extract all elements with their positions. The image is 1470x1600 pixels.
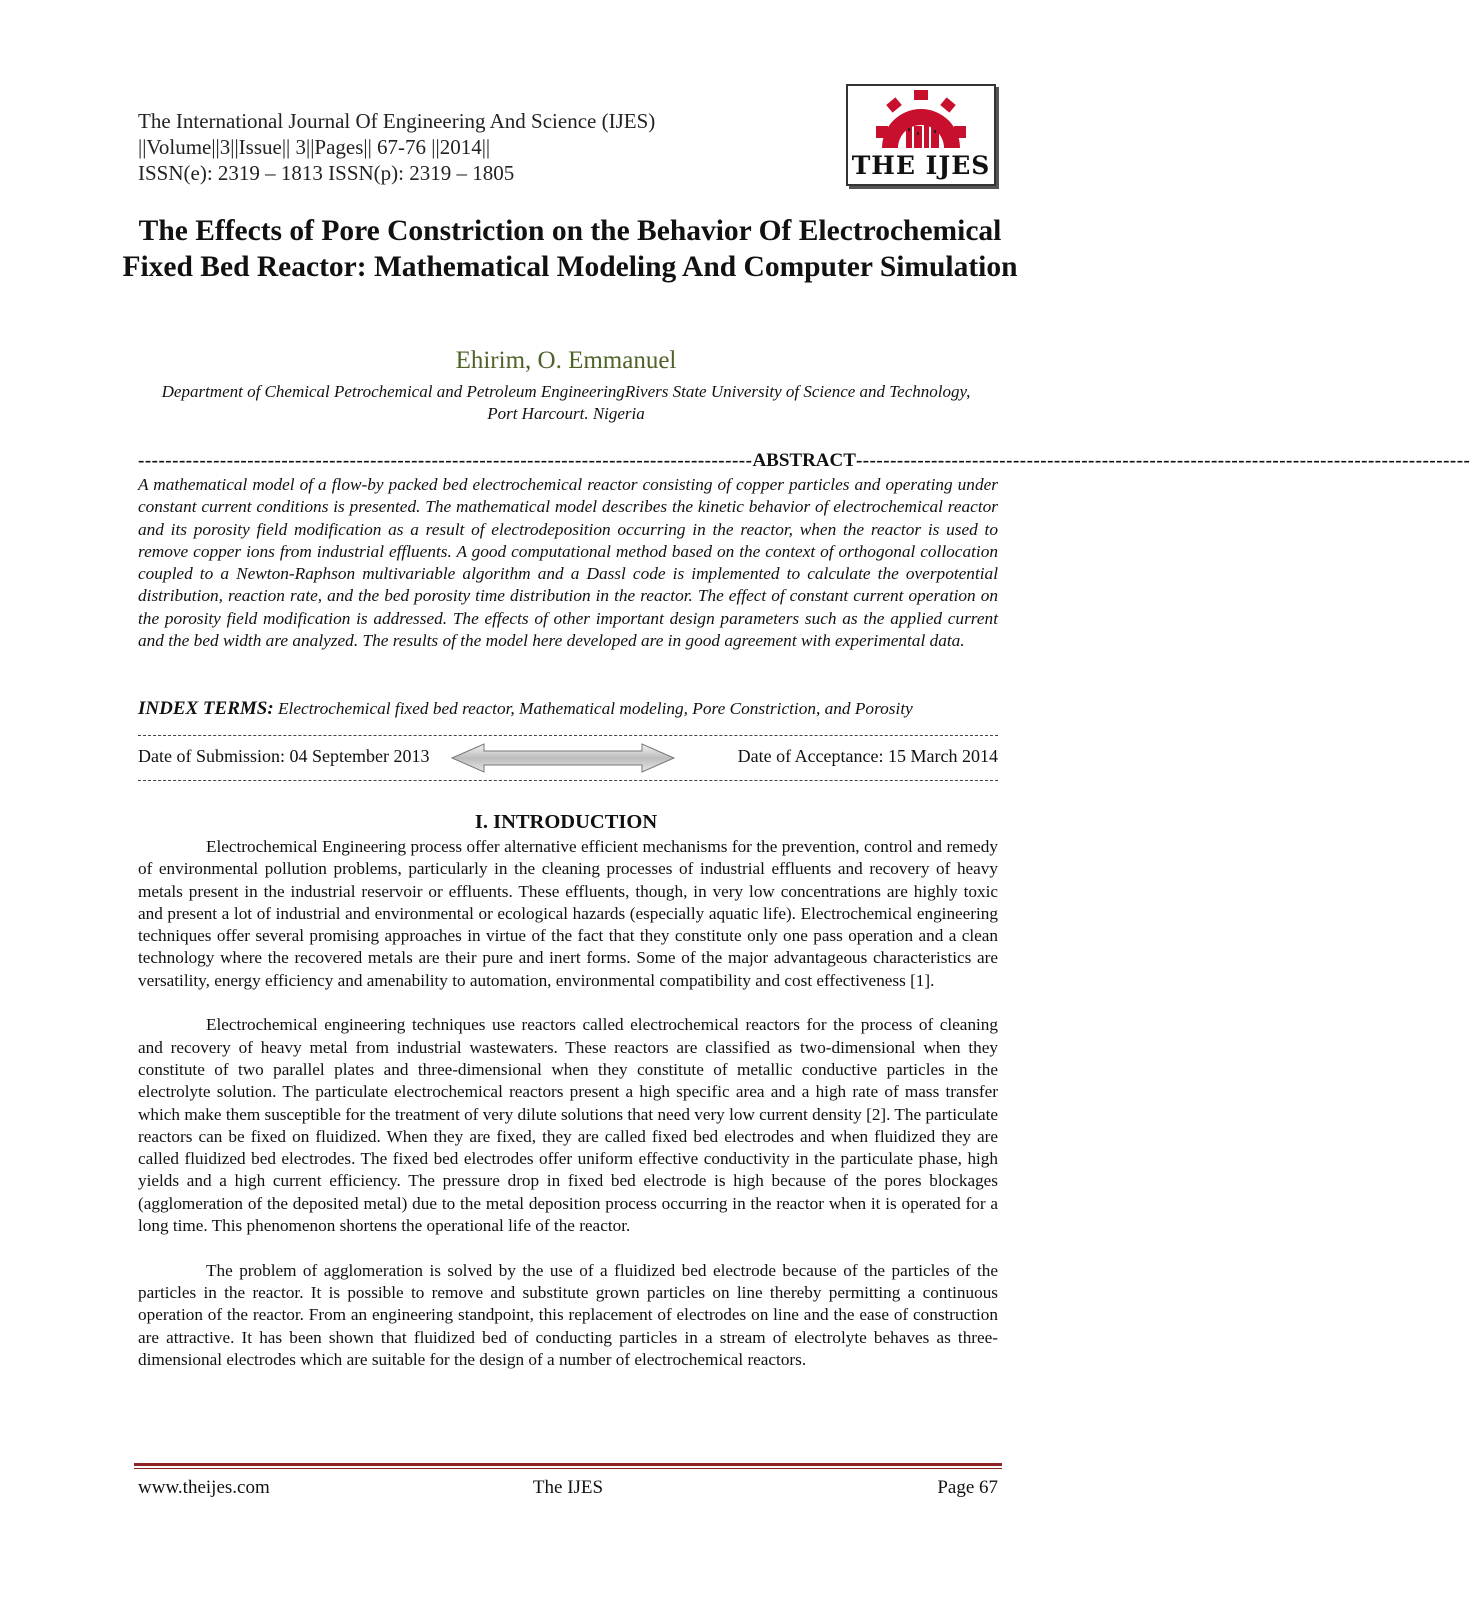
section-heading: I. INTRODUCTION [474,811,658,833]
journal-name: The International Journal Of Engineering And Science (IJES) [138,109,656,133]
paragraph: Electrochemical engineering techniques use reactors called electrochemical reactors for the process of cleaning and recovery of heavy metal from industrial wastewaters. These reactors are classified as two-dimensional when they constitute of two parallel plates and three-dimensional when they constitute of metallic conductive particles in the electrolyte solution. The particulate electrochemical reactors present a high specific area and a high rate of mass transfer which make them susceptible for the treatment of very dilute solutions that need very low current density [2]. The particulate reactors can be fixed on fluidized. When they are fixed, they are called fixed bed electrodes and when fluidized they are called fluidized bed electrodes. The fixed bed electrodes offer uniform effective conductivity in the particulate phase, high yields and a high current efficiency. The pressure drop in fixed bed electrode is high because of the pores blockages (agglomeration of the deposited metal) due to the metal deposition process occurring in the reactor when it is operated for a long time. This phenomenon shortens the operational life of the reactor. [138,1015,998,1236]
index-terms-text: Electrochemical fixed bed reactor, Mathematical modeling, Pore Constriction, and Porosity [278,699,913,718]
acceptance-date: Date of Acceptance: 15 March 2014 [737,746,998,766]
ijes-logo [846,84,996,186]
journal-issn: ISSN(e): 2319 – 1813 ISSN(p): 2319 – 1805 [138,161,515,185]
author-name: Ehirim, O. Emmanuel [455,347,677,374]
abstract-text: A mathematical model of a flow-by packed bed electrochemical reactor consisting of copper particles and operating under constant current conditions is presented. The mathematical model describes the kinetic behavior of electrochemical reactor and its porosity field modification as a result of electrodeposition occurring in the reactor, when the reactor is used to remove copper ions from industrial effluents. A good computational method based on the context of orthogonal collocation coupled to a Newton-Raphson multivariable algorithm and a Dassl code is implemented to calculate the overpotential distribution, reaction rate, and the bed porosity time distribution in the reactor. The effect of constant current operation on the porosity field modification is addressed. The effects of other important design parameters such as the applied current and the bed width are analyzed. The results of the model here developed are in good agreement with experimental data. [138,475,998,651]
journal-volume: ||Volume||3||Issue|| 3||Pages|| 67-76 ||2014|| [138,135,491,159]
paper-title: The Effects of Pore Constriction on the Behavior Of Electrochemical Fixed Bed Reactor: Mathematical Modeling And Computer Simulation [122,215,1018,283]
footer-journal: The IJES [532,1477,604,1498]
footer-website: www.theijes.com [138,1477,270,1498]
index-terms [138,698,998,720]
divider-right: ------------------------------------------------------------------------------------------ [855,450,1470,471]
logo-text: THE IJES [851,151,991,180]
footer-rule-thin [134,1468,1002,1469]
author-affiliation: Department of Chemical Petrochemical and Petroleum EngineeringRivers State University of Science and Technology, Port Harcourt. Nigeria [161,382,971,423]
double-arrow-icon [450,742,676,774]
abstract-heading-row [138,450,1470,472]
footer-rule [134,1463,1002,1466]
divider [138,735,998,736]
dates-row [138,742,998,772]
introduction-body [138,836,998,1393]
paragraph: Electrochemical Engineering process offer alternative efficient mechanisms for the prevention, control and remedy of environmental pollution problems, particularly in the cleaning processes of industrial effluents and recovery of heavy metals present in the industrial reservoir or effluents. These effluents, though, in very low concentrations are highly toxic and present a lot of industrial and environmental or ecological hazards (especially aquatic life). Electrochemical engineering techniques offer several promising approaches in virtue of the fact that they constitute only one pass operation and a clean technology where the recovered metals are their pure and inert forms. Some of the major advantageous characteristics are versatility, energy efficiency and amenability to automation, environmental compatibility and cost effectiveness [1]. [138,837,998,990]
journal-info [138,108,655,186]
index-terms-label: INDEX TERMS: [138,698,274,719]
divider-left: ------------------------------------------------------------------------------------------ [138,450,753,471]
abstract-heading: ABSTRACT [752,450,856,471]
gear-factory-icon [848,86,994,152]
page-footer [138,1477,998,1501]
divider [138,780,998,781]
page-number: Page 67 [937,1477,998,1498]
paragraph: The problem of agglomeration is solved by the use of a fluidized bed electrode because of the particles of the particles in the reactor. It is possible to remove and substitute grown particles on line thereby permitting a continuous operation of the reactor. From an engineering standpoint, this replacement of electrodes on line and the ease of construction are attractive. It has been shown that fluidized bed of conducting particles in a stream of electrolyte behaves as three-dimensional electrodes which are suitable for the design of a number of electrochemical reactors. [138,1260,998,1369]
submission-date: Date of Submission: 04 September 2013 [138,746,430,766]
